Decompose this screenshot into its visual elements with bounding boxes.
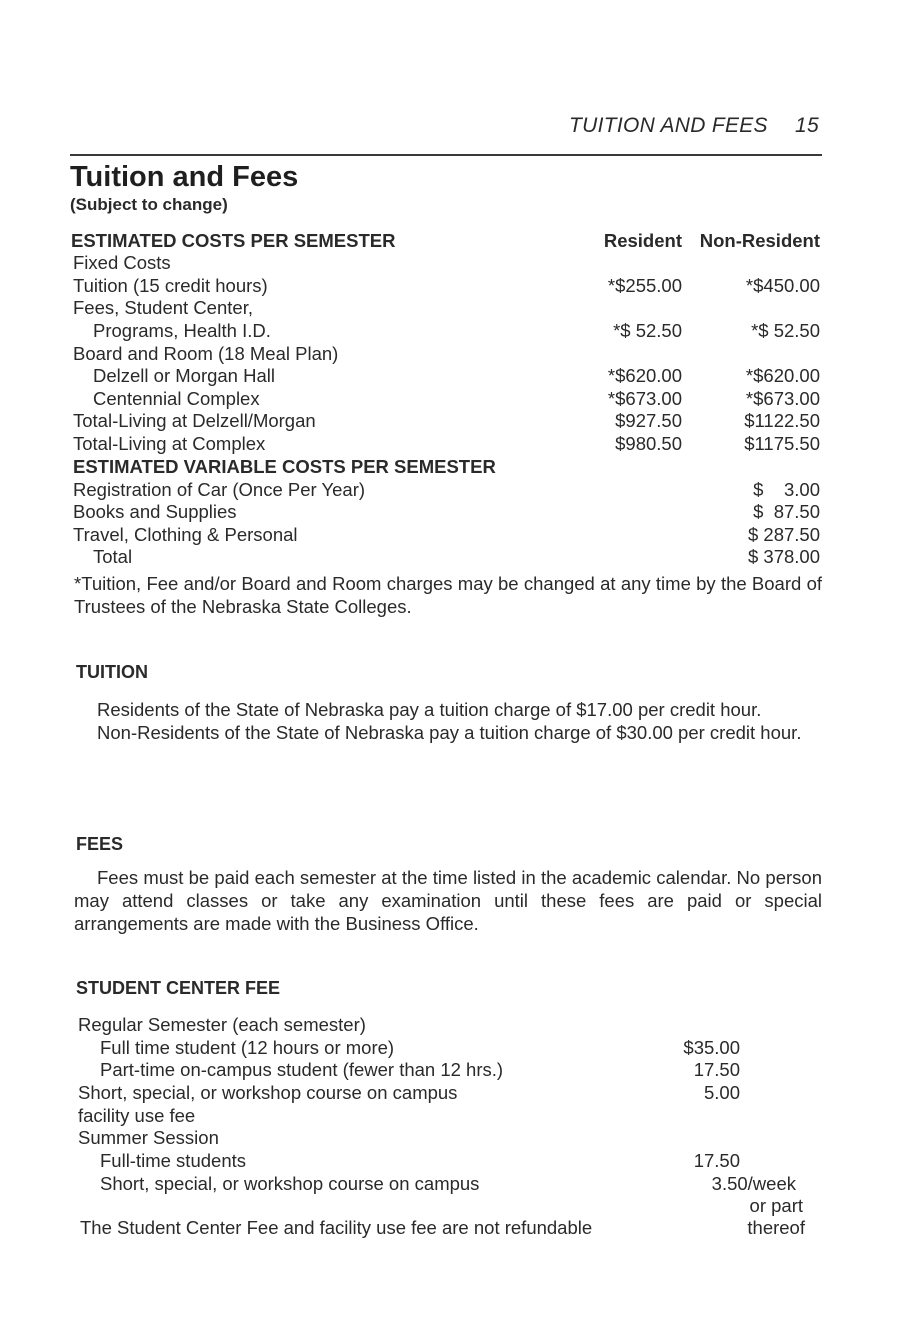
variable-amount: $ 87.50 (753, 501, 820, 522)
fee-label: Part-time on-campus student (fewer than 12 hrs.) (100, 1059, 504, 1080)
fee-row (0, 1126, 910, 1149)
variable-amount: $ 3.00 (753, 479, 820, 500)
nonresident-value: *$ 52.50 (751, 320, 820, 341)
nonresident-value: *$620.00 (745, 365, 820, 386)
fee-row (0, 1036, 910, 1059)
row-label: Total (93, 546, 133, 567)
row-label: Tuition (15 credit hours) (73, 275, 268, 296)
row-label: Fees, Student Center, (73, 297, 253, 318)
fee-value-continuation: or part (749, 1195, 803, 1216)
fee-label: Short, special, or workshop course on campus (78, 1082, 458, 1103)
row-label: Books and Supplies (73, 501, 237, 522)
table-row (0, 342, 910, 366)
row-label: Total-Living at Delzell/Morgan (73, 410, 316, 431)
table-row (0, 432, 910, 456)
fee-note: The Student Center Fee and facility use fee are not refundable (80, 1217, 593, 1238)
table-row (0, 251, 910, 275)
fee-value-continuation: thereof (747, 1217, 805, 1238)
fee-value: $35.00 (683, 1037, 740, 1058)
variable-amount: $ 378.00 (747, 546, 820, 567)
nonresident-value: $1122.50 (744, 410, 820, 431)
costs-footnote (74, 572, 822, 618)
table-row (0, 409, 910, 433)
table-row (0, 478, 910, 502)
table-row (0, 274, 910, 298)
table-row (0, 545, 910, 569)
row-label: Board and Room (18 Meal Plan) (73, 343, 339, 364)
tuition-paragraph-nonresidents: Non-Residents of the State of Nebraska pay a tuition charge of $30.00 per credit hour. (97, 722, 802, 743)
fee-row (0, 1013, 910, 1036)
row-label: Travel, Clothing & Personal (73, 524, 298, 545)
nonresident-value: $1175.50 (744, 433, 820, 454)
fees-heading: FEES (76, 834, 124, 854)
fee-label: Full-time students (100, 1150, 246, 1171)
costs-section-label: ESTIMATED COSTS PER SEMESTER (71, 230, 396, 251)
page-title: Tuition and Fees (70, 161, 299, 193)
tuition-text (74, 698, 822, 744)
fees-paragraph: Fees must be paid each semester at the time listed in the academic calendar. No person may attend classes or take any examination until these fees are paid or special arrangements are made with the Business Office. (74, 867, 822, 934)
fee-row (0, 1104, 910, 1127)
costs-table-header (0, 229, 910, 253)
fee-row (0, 1194, 910, 1217)
fees-text (74, 866, 822, 935)
fee-row (0, 1172, 910, 1195)
row-label: Total-Living at Complex (73, 433, 266, 454)
fee-value: 5.00 (703, 1082, 740, 1103)
tuition-paragraph-residents: Residents of the State of Nebraska pay a tuition charge of $17.00 per credit hour. (97, 699, 762, 720)
fee-label: Regular Semester (each semester) (78, 1014, 366, 1035)
table-row (0, 319, 910, 343)
resident-value: *$ 52.50 (613, 320, 682, 341)
col-resident-header: Resident (603, 230, 682, 251)
variable-amount: $ 287.50 (747, 524, 820, 545)
resident-value: $927.50 (615, 410, 682, 431)
col-nonresident-header: Non-Resident (699, 230, 820, 251)
fee-value: 3.50/week (711, 1173, 796, 1194)
resident-value: *$673.00 (607, 388, 682, 409)
fee-row (0, 1149, 910, 1172)
fee-label: Summer Session (78, 1127, 219, 1148)
row-label: Registration of Car (Once Per Year) (73, 479, 366, 500)
fee-row (0, 1081, 910, 1104)
header-rule (70, 154, 822, 156)
row-label: Programs, Health I.D. (93, 320, 271, 341)
footnote-text: *Tuition, Fee and/or Board and Room charges may be changed at any time by the Board of Trustees of the Nebraska State Colleges. (74, 573, 822, 617)
resident-value: *$620.00 (607, 365, 682, 386)
variable-section-label: ESTIMATED VARIABLE COSTS PER SEMESTER (73, 456, 496, 477)
student-center-fee-heading: STUDENT CENTER FEE (76, 978, 281, 998)
nonresident-value: *$673.00 (745, 388, 820, 409)
fee-value: 17.50 (693, 1059, 740, 1080)
fee-label: facility use fee (78, 1105, 196, 1126)
row-label: Delzell or Morgan Hall (93, 365, 275, 386)
row-label: Fixed Costs (73, 252, 171, 273)
tuition-heading: TUITION (76, 662, 148, 682)
table-row (0, 523, 910, 547)
table-row (0, 296, 910, 320)
page-subtitle: (Subject to change) (70, 195, 228, 214)
nonresident-value: *$450.00 (745, 275, 820, 296)
row-label: Centennial Complex (93, 388, 260, 409)
fee-label: Full time student (12 hours or more) (100, 1037, 395, 1058)
table-row (0, 364, 910, 388)
running-title: TUITION AND FEES (569, 114, 768, 137)
variable-costs-header (0, 455, 910, 479)
fee-row (0, 1058, 910, 1081)
table-row (0, 500, 910, 524)
resident-value: $980.50 (615, 433, 682, 454)
fee-value: 17.50 (693, 1150, 740, 1171)
resident-value: *$255.00 (607, 275, 682, 296)
fee-label: Short, special, or workshop course on campus (100, 1173, 480, 1194)
fee-row (0, 1216, 910, 1239)
table-row (0, 387, 910, 411)
page-number: 15 (795, 114, 819, 137)
